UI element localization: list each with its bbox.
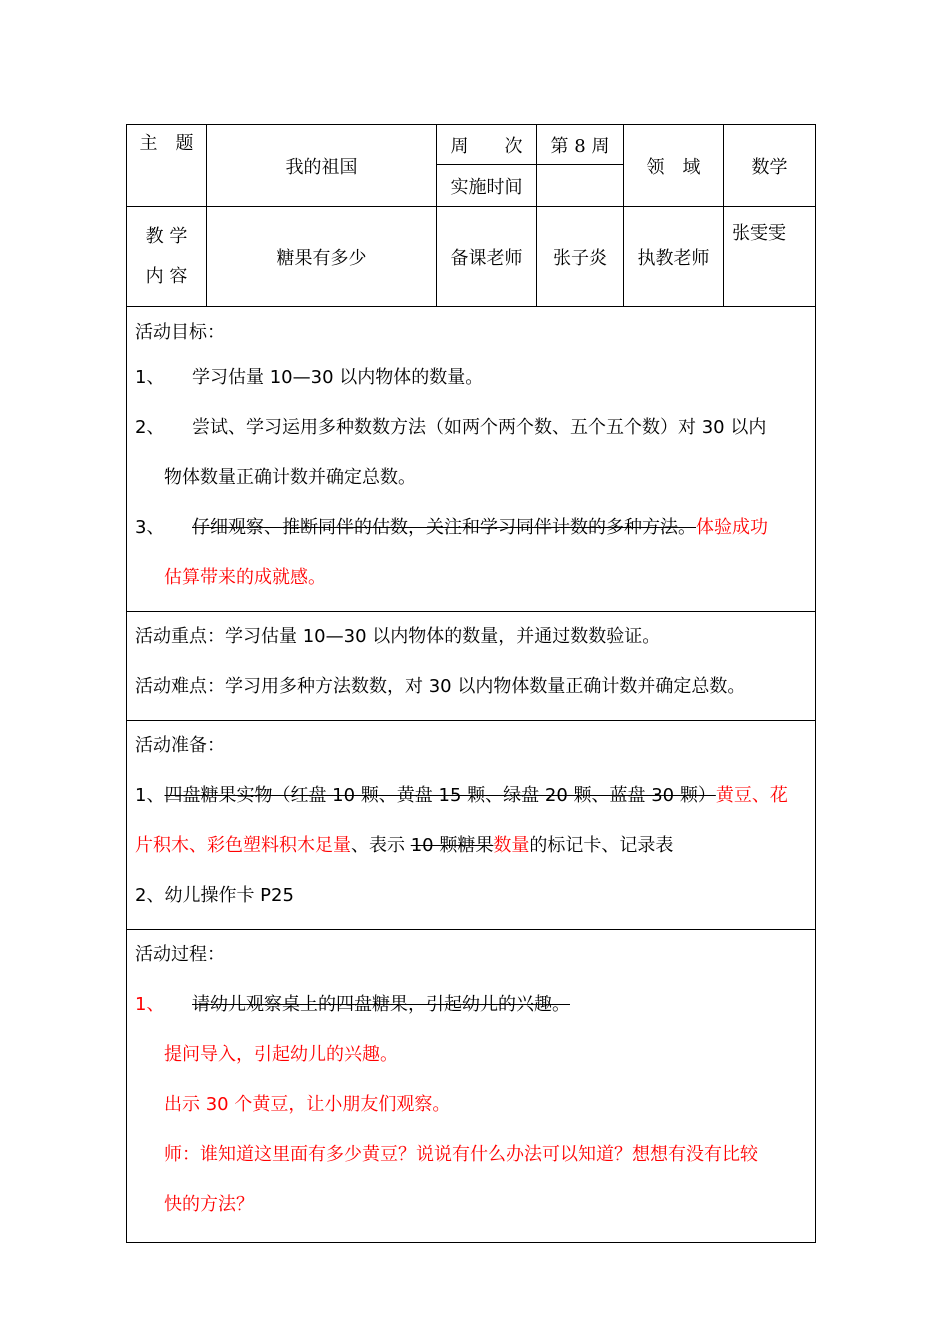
process-1-struck-text: 请幼儿观察桌上的四盘糖果，引起幼儿的兴趣。 [192,994,570,1015]
goals-title: 活动目标： [135,322,225,343]
content-label-line-2: 内 容 [145,265,188,287]
week-value: 第 8 周 [537,125,624,165]
preparation-item-1-cont [135,821,807,871]
prep-teacher-value: 张子炎 [537,207,624,307]
preparation-item-2: 2、幼儿操作卡 P25 [135,885,294,906]
process-line-d: 快的方法？ [164,1194,254,1215]
lesson-plan-table [126,124,816,1243]
goal-3-number: 3、 [135,517,165,538]
process-1-number: 1、 [135,994,165,1015]
goal-item-1 [135,353,807,403]
impl-time-label: 实施时间 [437,165,537,207]
key-point: 活动重点：学习估量 10—30 以内物体的数量，并通过数数验证。 [135,626,661,647]
preparation-item-1 [135,771,807,821]
week-label: 周 次 [437,125,537,165]
process-line-c: 师：谁知道这里面有多少黄豆？说说有什么办法可以知道？想想有没有比较 [164,1144,758,1165]
theme-value: 我的祖国 [207,125,437,207]
prep-1-mid-text: 、表示 [351,835,411,856]
process-item-1 [135,980,807,1030]
prep-1-red-text-c: 数量 [493,835,530,856]
impl-time-value [537,165,624,207]
goal-2-continuation: 物体数量正确计数并确定总数。 [164,467,416,488]
prep-1-red-text-a: 黄豆、花 [715,785,788,806]
preparation-title: 活动准备： [135,735,225,756]
domain-label: 领 域 [624,125,724,207]
content-label-line-1: 教 学 [145,225,188,247]
prep-1-end-text: 的标记卡、记录表 [529,835,674,856]
prep-1-struck-text: 四盘糖果实物（红盘 10 颗、黄盘 15 颗、绿盘 20 颗、蓝盘 30 颗） [164,785,716,806]
process-line-a: 提问导入，引起幼儿的兴趣。 [164,1044,398,1065]
prep-teacher-label: 备课老师 [437,207,537,307]
difficulty-point: 活动难点：学习用多种方法数数，对 30 以内物体数量正确计数并确定总数。 [135,676,746,697]
goal-2-text-a: 尝试、学习运用多种数数方法（如两个两个数、五个五个数）对 30 以内 [192,417,767,438]
goal-3-struck-text: 仔细观察、推断同伴的估数，关注和学习同伴计数的多种方法。 [192,517,696,538]
goal-item-3 [135,503,807,553]
process-section [127,930,816,1243]
prep-1-number: 1、 [135,785,165,806]
goal-2-number: 2、 [135,417,165,438]
goal-1-number: 1、 [135,367,165,388]
focus-section [127,612,816,721]
goal-1-text: 学习估量 10—30 以内物体的数量。 [192,367,484,388]
goal-item-2 [135,403,807,453]
content-label [127,207,207,307]
process-line-b: 出示 30 个黄豆，让小朋友们观察。 [164,1094,451,1115]
domain-value: 数学 [724,125,816,207]
prep-1-red-text-b: 片积木、彩色塑料积木足量 [135,835,351,856]
process-title: 活动过程： [135,944,225,965]
preparation-section [127,721,816,930]
exec-teacher-value: 张雯雯 [724,207,816,307]
goal-3-red-text-a: 体验成功 [696,517,768,538]
goals-section [127,307,816,612]
content-value: 糖果有多少 [207,207,437,307]
theme-label: 主 题 [127,125,207,207]
goal-3-red-text-b: 估算带来的成就感。 [164,567,326,588]
prep-1-struck-text-2: 10 颗糖果 [410,835,494,856]
exec-teacher-label: 执教老师 [624,207,724,307]
